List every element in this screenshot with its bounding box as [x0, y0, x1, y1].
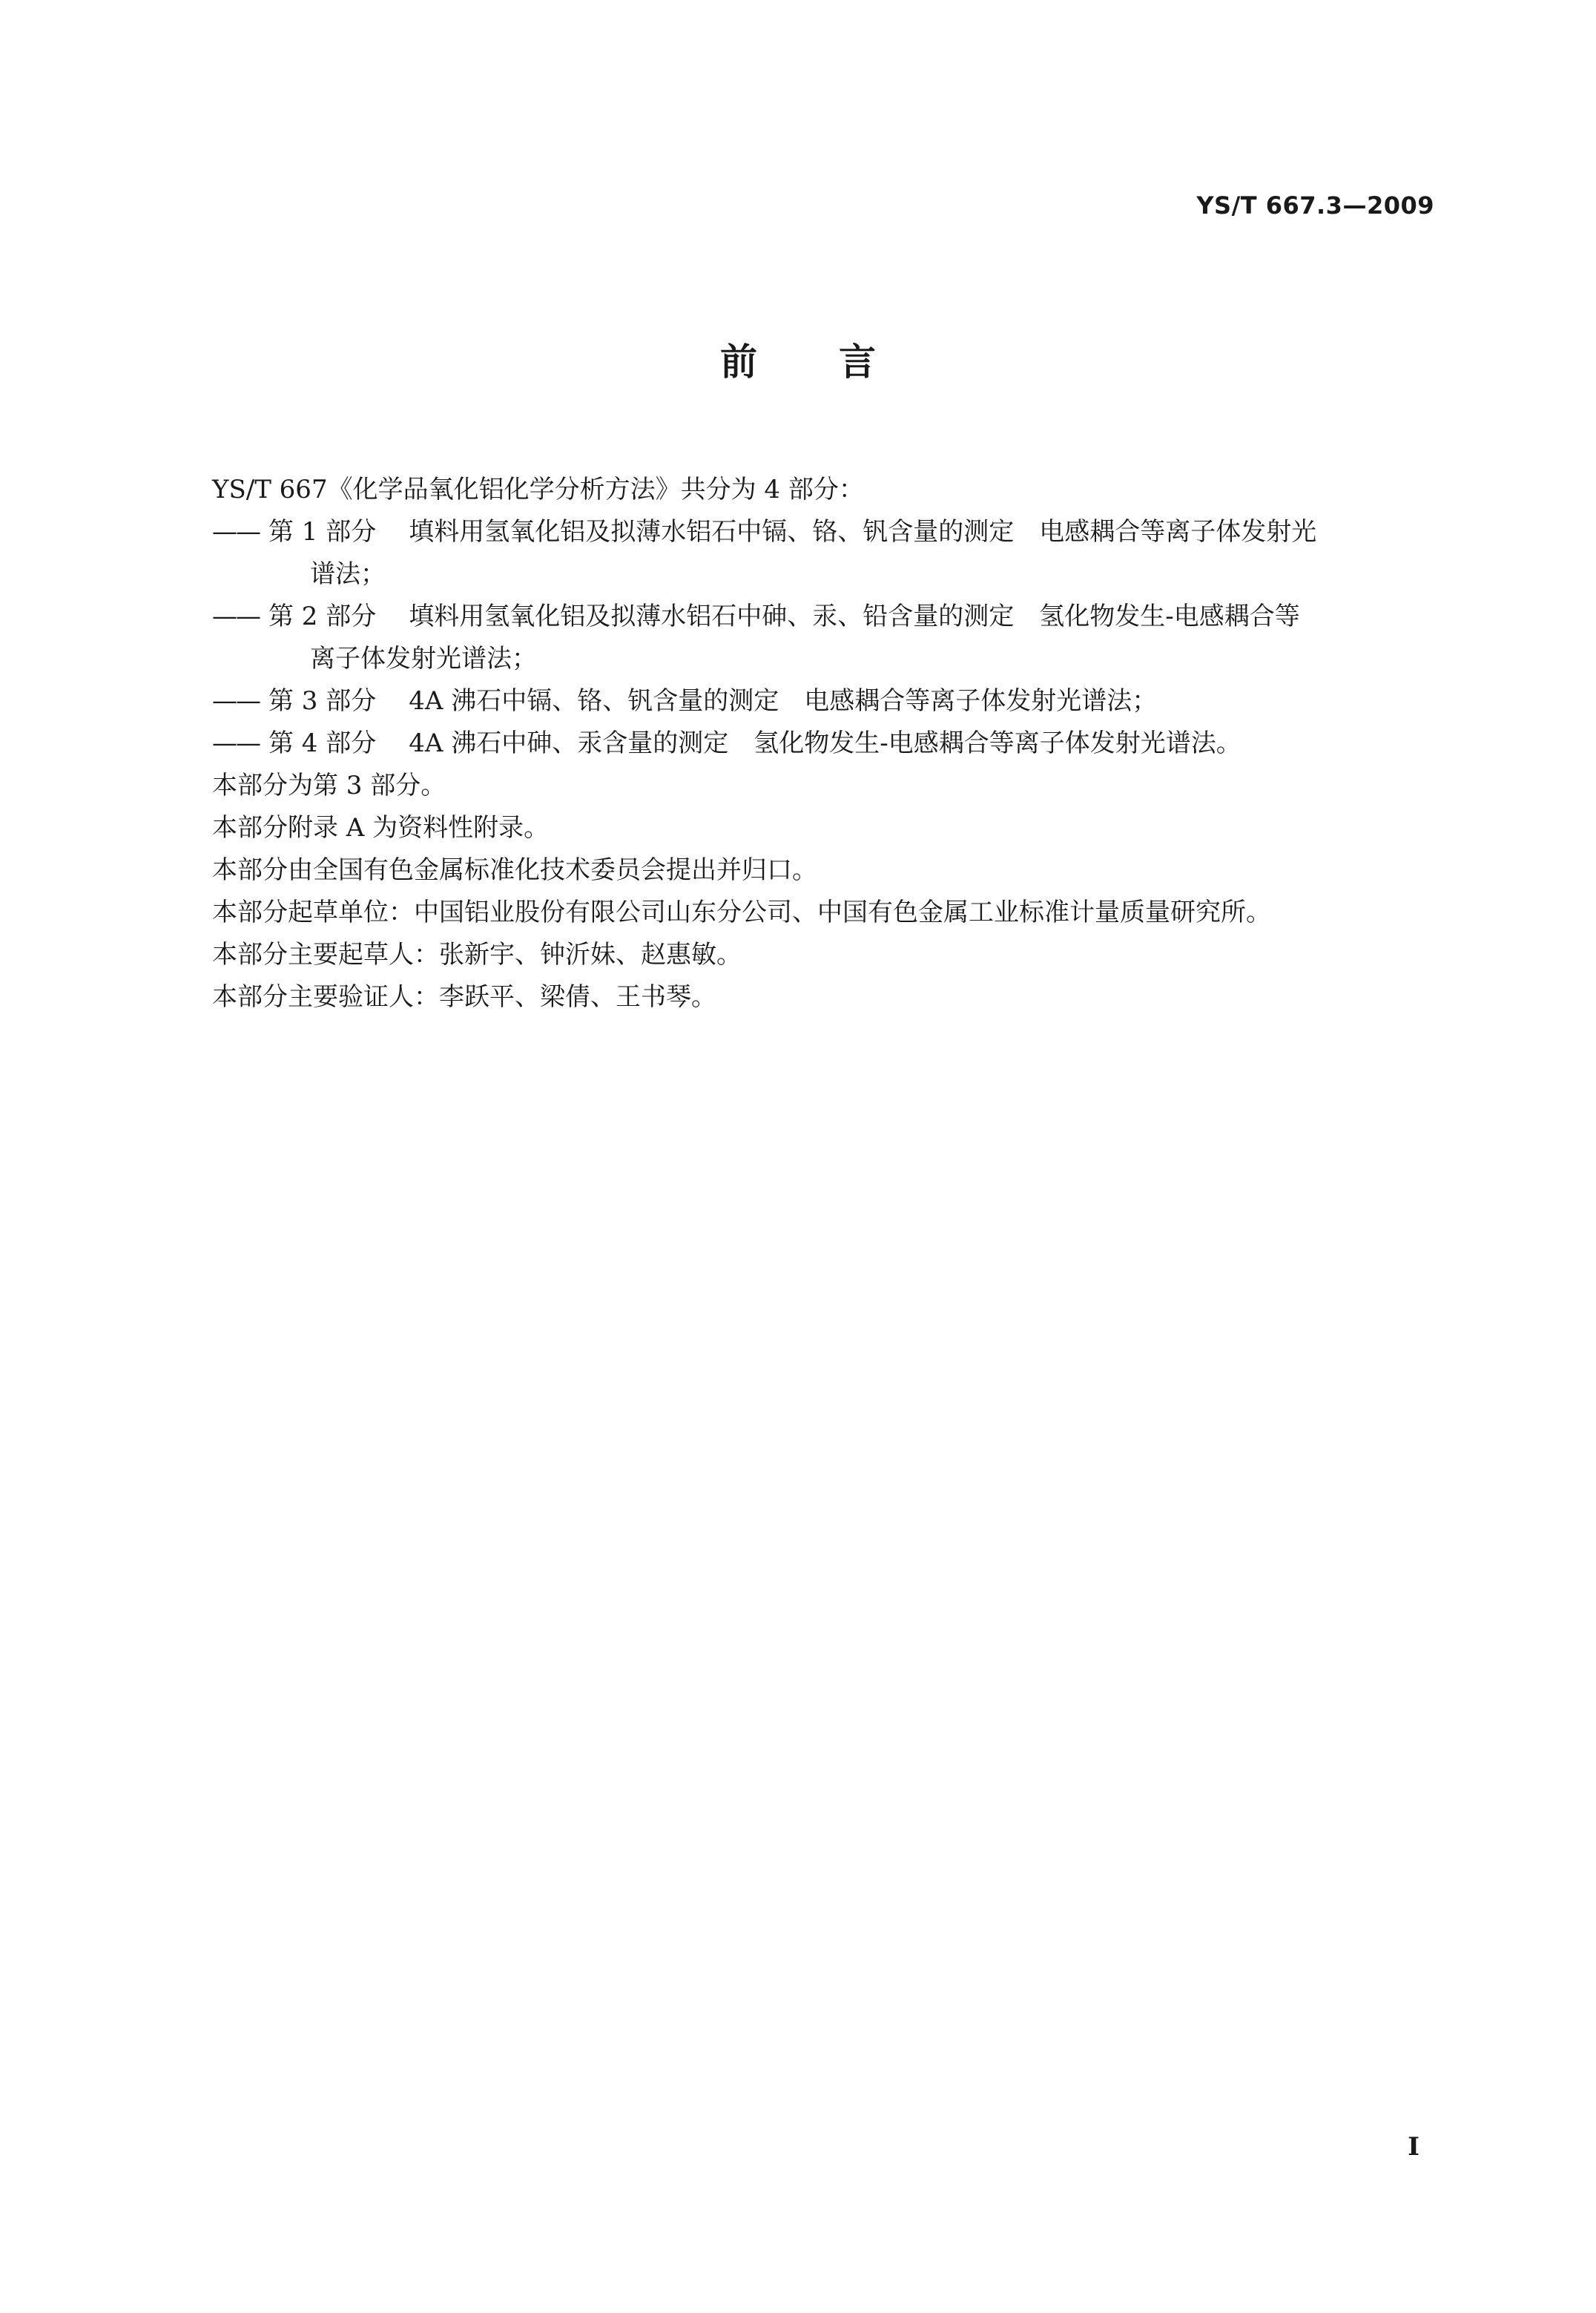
part-item-text [268, 723, 1443, 765]
statement-verifiers: 本部分主要验证人：李跃平、梁倩、王书琴。 [212, 982, 716, 1012]
part-line-1: 4A 沸石中砷、汞含量的测定 氢化物发生-电感耦合等离子体发射光谱法。 [409, 728, 1241, 758]
standard-number: YS/T 667.3—2009 [1196, 191, 1434, 220]
item-dash: —— [212, 728, 260, 758]
statement-drafters: 本部分主要起草人：张新宇、钟沂妹、赵惠敏。 [212, 940, 742, 970]
part-item-text [268, 680, 1443, 723]
part-item-text [268, 511, 1443, 596]
statement-part-number: 本部分为第 3 部分。 [212, 771, 446, 800]
item-dash: —— [212, 686, 260, 716]
statement-appendix: 本部分附录 A 为资料性附录。 [212, 813, 550, 843]
part-label: 第 4 部分 [268, 728, 377, 758]
part-item-1 [212, 511, 1443, 596]
part-line-1: 填料用氢氧化铝及拟薄水铝石中砷、汞、铅含量的测定 氢化物发生-电感耦合等 [409, 602, 1300, 631]
intro-paragraph: YS/T 667《化学品氧化铝化学分析方法》共分为 4 部分： [212, 475, 864, 504]
part-line-2: 离子体发射光谱法； [310, 644, 537, 674]
foreword-body [212, 469, 1443, 1019]
part-line-2: 谱法； [310, 559, 386, 589]
part-line-1: 填料用氢氧化铝及拟薄水铝石中镉、铬、钒含量的测定 电感耦合等离子体发射光 [409, 517, 1317, 547]
page-number: I [1408, 2132, 1419, 2162]
item-dash: —— [212, 517, 260, 547]
part-item-text [268, 596, 1443, 680]
page-title: 前言 [720, 340, 957, 384]
part-label: 第 2 部分 [268, 602, 377, 631]
statement-drafting-units: 本部分起草单位：中国铝业股份有限公司山东分公司、中国有色金属工业标准计量质量研究所。 [212, 898, 1271, 927]
statement-committee: 本部分由全国有色金属标准化技术委员会提出并归口。 [212, 855, 817, 885]
part-line-1: 4A 沸石中镉、铬、钒含量的测定 电感耦合等离子体发射光谱法； [409, 686, 1158, 716]
part-label: 第 1 部分 [268, 517, 377, 547]
part-item-3 [212, 680, 1443, 723]
item-dash: —— [212, 602, 260, 631]
part-label: 第 3 部分 [268, 686, 377, 716]
part-item-4 [212, 723, 1443, 765]
part-item-2 [212, 596, 1443, 680]
